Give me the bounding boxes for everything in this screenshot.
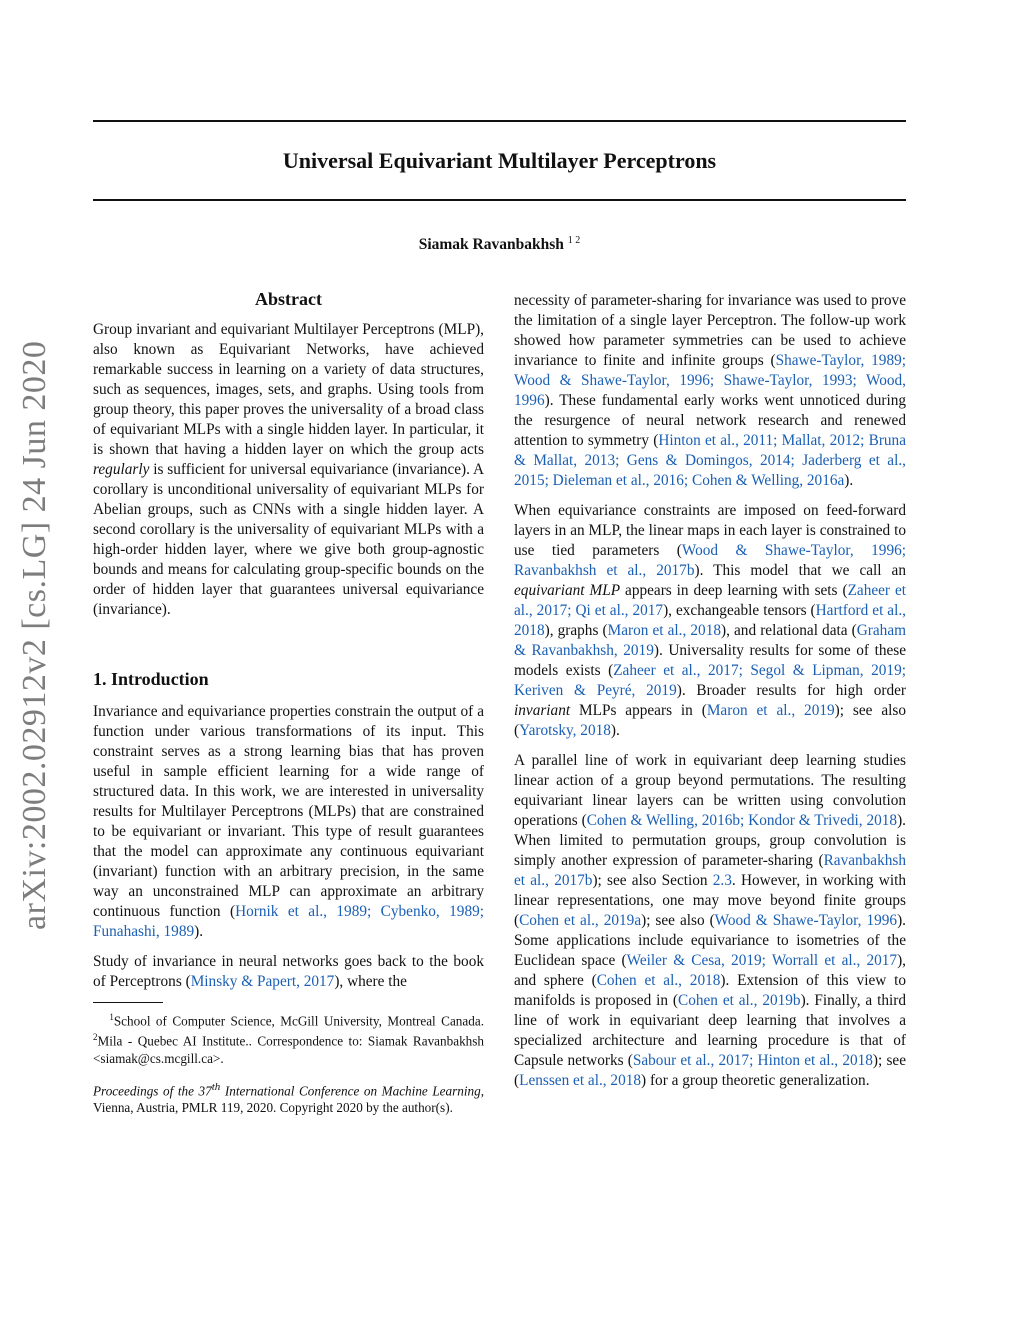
title-top-rule [93, 120, 906, 122]
proceedings-note: Proceedings of the 37th International Conference on Machine Learning, Vienna, Austria, PMLR 119, 2020. Copyright 2020 by the author(s). [93, 1080, 484, 1116]
citation-link[interactable]: Cohen & Welling, 2016b; Kondor & Trivedi, 2018 [586, 812, 898, 829]
arxiv-side-stamp: arXiv:2002.02912v2 [cs.LG] 24 Jun 2020 [16, 340, 53, 930]
right-column [514, 291, 906, 1091]
body-paragraph-history: necessity of parameter-sharing for invariance was used to prove the limitation of a single layer Perceptron. The follow-up work showed how parameter symmetries can be used to achieve invariance to finite and infinite groups (Shawe-Taylor, 1989; Wood & Shawe-Taylor, 1996; Shawe-Taylor, 1993; Wood, 1996). These fundamental early works went unnoticed during the resurgence of neural network research and renewed attention to symmetry (Hinton et al., 2011; Mallat, 2012; Bruna & Mallat, 2013; Gens & Domingos, 2014; Jaderberg et al., 2015; Dieleman et al., 2016; Cohen & Welling, 2016a). [514, 292, 906, 489]
abstract-heading: Abstract [255, 289, 322, 309]
paper-title: Universal Equivariant Multilayer Perceptrons [282, 148, 717, 173]
citation-link[interactable]: Graham & Ravanbakhsh, 2019 [514, 622, 907, 659]
section-ref-link[interactable]: 2.3 [712, 872, 732, 889]
body-paragraph-equivariant-mlp: When equivariance constraints are imposed on feed-forward layers in an MLP, the linear maps in each layer is constrained to use tied parameters (Wood & Shawe-Taylor, 1996; Ravanbakhsh et al., 2017b). This model that we call an equivariant MLP appears in deep learning with sets (Zaheer et al., 2017; Qi et al., 2017), exchangeable tensors (Hartford et al., 2018), graphs (Maron et al., 2018), and relational data (Graham & Ravanbakhsh, 2019). Universality results for some of these models exists (Zaheer et al., 2017; Segol & Lipman, 2019; Keriven & Peyré, 2019). Broader results for high order invariant MLPs appears in (Maron et al., 2019); see also (Yarotsky, 2018). [514, 502, 907, 739]
citation-link[interactable]: Cohen et al., 2019b [678, 992, 801, 1009]
intro-paragraph-2: Study of invariance in neural networks goes back to the book of Perceptrons (Minsky & Papert, 2017), where the [93, 953, 484, 990]
citation-link[interactable]: Hinton et al., 2011; Mallat, 2012; Bruna & Mallat, 2013; Gens & Domingos, 2014; Jaderberg et al., 2015; Dieleman et al., 2016; Cohen & Welling, 2016a [514, 432, 906, 489]
citation-link[interactable]: Wood & Shawe-Taylor, 1996; Ravanbakhsh et al., 2017b [514, 542, 906, 579]
abstract-text: Group invariant and equivariant Multilayer Perceptrons (MLP), also known as Equivariant Networks, have achieved remarkable success in learning on a variety of data structures, such as sequences, images, sets, and graphs. Using tools from group theory, this paper proves the universality of a broad class of equivariant MLPs with a single hidden layer. In particular, it is shown that having a hidden layer on which the group acts regularly is sufficient for universal equivariance (invariance). A corollary is unconditional universality of equivariant MLPs for Abelian groups, such as CNNs with a single hidden layer. A second corollary is the universality of equivariant MLPs with a high-order hidden layer, where we give both group-agnostic bounds and means for calculating group-specific bounds on the order of hidden layer that guarantees universal equivariance (invariance). [93, 321, 484, 618]
citation-link[interactable]: Hornik et al., 1989; Cybenko, 1989; Funahashi, 1989 [93, 903, 484, 940]
citation-link[interactable]: Ravanbakhsh et al., 2017b [514, 852, 906, 889]
author-affil-marks: 1 2 [567, 235, 581, 246]
citation-link[interactable]: Yarotsky, 2018 [519, 722, 611, 739]
citation-link[interactable]: Hartford et al., 2018 [514, 602, 906, 639]
body-paragraph-group-convolution: A parallel line of work in equivariant deep learning studies linear action of a group beyond permutations. The resulting equivariant linear layers can be written using convolution operations (Cohen & Welling, 2016b; Kondor & Trivedi, 2018). When limited to permutation groups, group convolution is simply another expression of parameter-sharing (Ravanbakhsh et al., 2017b); see also Section 2.3. However, in working with linear representations, one may move beyond finite groups (Cohen et al., 2019a); see also (Wood & Shawe-Taylor, 1996). Some applications include equivariance to isometries of the Euclidean space (Weiler & Cesa, 2019; Worrall et al., 2017), and sphere (Cohen et al., 2018). Extension of this view to manifolds is proposed in (Cohen et al., 2019b). Finally, a third line of work in equivariant deep learning that involves a specialized architecture and learning procedure is that of Capsule networks (Sabour et al., 2017; Hinton et al., 2018); see (Lenssen et al., 2018) for a group theoretic generalization. [514, 752, 906, 1089]
citation-link[interactable]: Zaheer et al., 2017; Qi et al., 2017 [514, 582, 907, 619]
title-bottom-rule [93, 199, 906, 201]
citation-link[interactable]: Cohen et al., 2018 [596, 972, 721, 989]
author-name: Siamak Ravanbakhsh [418, 236, 564, 254]
citation-link[interactable]: Cohen et al., 2019a [519, 912, 642, 929]
intro-paragraph-1: Invariance and equivariance properties constrain the output of a function under various transformations of its input. This constraint serves as a strong learning bias that has proven useful in sample efficient learning for a wide range of structured data. In this work, we are interested in universality results for Multilayer Perceptrons (MLPs) that are constrained to be equivariant or invariant. This type of result guarantees that the model can approximate any continuous equivariant (invariant) function with an arbitrary precision, in the same way an unconstrained MLP can approximate an arbitrary continuous function (Hornik et al., 1989; Cybenko, 1989; Funahashi, 1989). [93, 703, 484, 940]
affiliation-footnote: $^1$School of Computer Science, McGill University, Montreal Canada. $^2$Mila - Quebec AI Institute.. Correspondence to: Siamak Ravanbakhsh <siamak@cs.mcgill.ca>. [93, 1012, 484, 1066]
citation-link[interactable]: Minsky & Papert, 2017 [190, 973, 335, 990]
left-column [93, 288, 484, 1116]
citation-link[interactable]: Weiler & Cesa, 2019; Worrall et al., 2017 [626, 952, 898, 969]
citation-link[interactable]: Maron et al., 2019 [706, 702, 835, 719]
section-heading-introduction: 1. Introduction [93, 669, 209, 689]
citation-link[interactable]: Sabour et al., 2017; Hinton et al., 2018 [632, 1052, 873, 1069]
citation-link[interactable]: Wood & Shawe-Taylor, 1996 [714, 912, 898, 929]
citation-link[interactable]: Shawe-Taylor, 1989; Wood & Shawe-Taylor, 1996; Shawe-Taylor, 1993; Wood, 1996 [514, 352, 906, 409]
citation-link[interactable]: Zaheer et al., 2017; Segol & Lipman, 2019; Keriven & Peyré, 2019 [514, 662, 906, 699]
citation-link[interactable]: Maron et al., 2018 [607, 622, 721, 639]
author-line [93, 235, 906, 254]
footnote-rule [93, 1002, 163, 1003]
citation-link[interactable]: Lenssen et al., 2018 [519, 1072, 642, 1089]
